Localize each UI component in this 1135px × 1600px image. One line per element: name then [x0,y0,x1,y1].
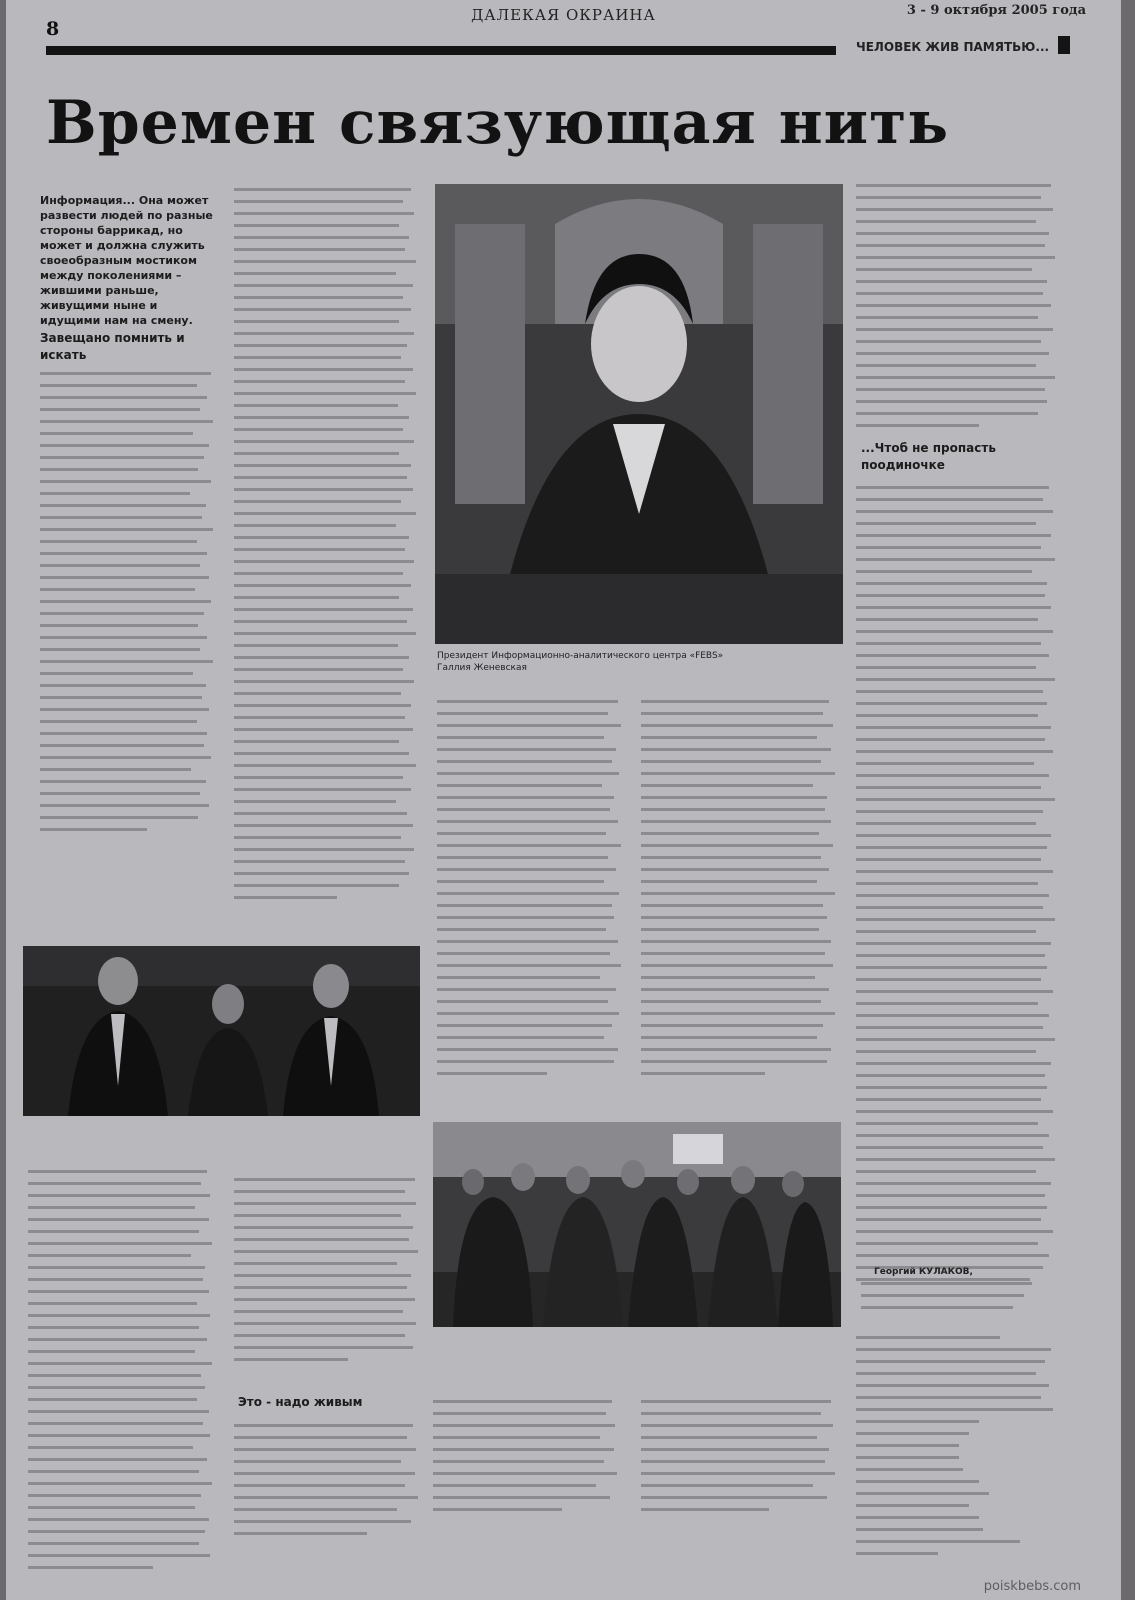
text-column-5 [856,184,1061,436]
headline: Времен связующая нить [46,88,950,158]
text-column-1 [40,372,218,840]
readers-notice [856,1336,1061,1564]
header-rule [46,46,836,55]
text-column-2 [234,188,422,908]
lead-paragraph: Информация... Она может развести людей по разные стороны баррикад, но может и должна служить своеобразным мостиком между поколениями – жившими раньше, живущими ныне и идущими нам на смену. [40,194,213,327]
header-rule-end [1058,36,1070,54]
newspaper-page [6,0,1121,1600]
text-column-8 [234,1178,424,1370]
group-illustration [433,1122,841,1327]
text-column-3 [437,700,627,1084]
issue-date: 3 - 9 октября 2005 года [906,3,1086,18]
delegation-photo [23,946,420,1116]
group-photo [433,1122,841,1327]
subhead-living: Это - надо живым [238,1395,363,1409]
rubric: ЧЕЛОВЕК ЖИВ ПАМЯТЬЮ... [856,40,1050,54]
newspaper-title: ДАЛЕКАЯ ОКРАИНА [471,6,656,24]
text-column-9 [234,1424,424,1544]
portrait-photo [435,184,843,644]
portrait-illustration [435,184,843,644]
author-signature: Георгий КУЛАКОВ, [874,1267,973,1277]
text-column-11 [641,1400,841,1520]
text-column-12 [861,1282,1051,1318]
page-number: 8 [46,18,60,40]
portrait-caption: Президент Информационно-аналитического центра «FEBS» Галлия Женевская [437,651,724,673]
text-column-6 [856,486,1061,1290]
delegation-illustration [23,946,420,1116]
text-column-7 [28,1170,218,1578]
site-watermark: poiskbebs.com [983,1579,1081,1594]
subhead-remember: Завещано помнить и искать [40,331,185,362]
text-column-4 [641,700,841,1084]
subhead-together: ...Чтоб не пропасть поодиночке [861,441,996,472]
text-column-10 [433,1400,623,1520]
